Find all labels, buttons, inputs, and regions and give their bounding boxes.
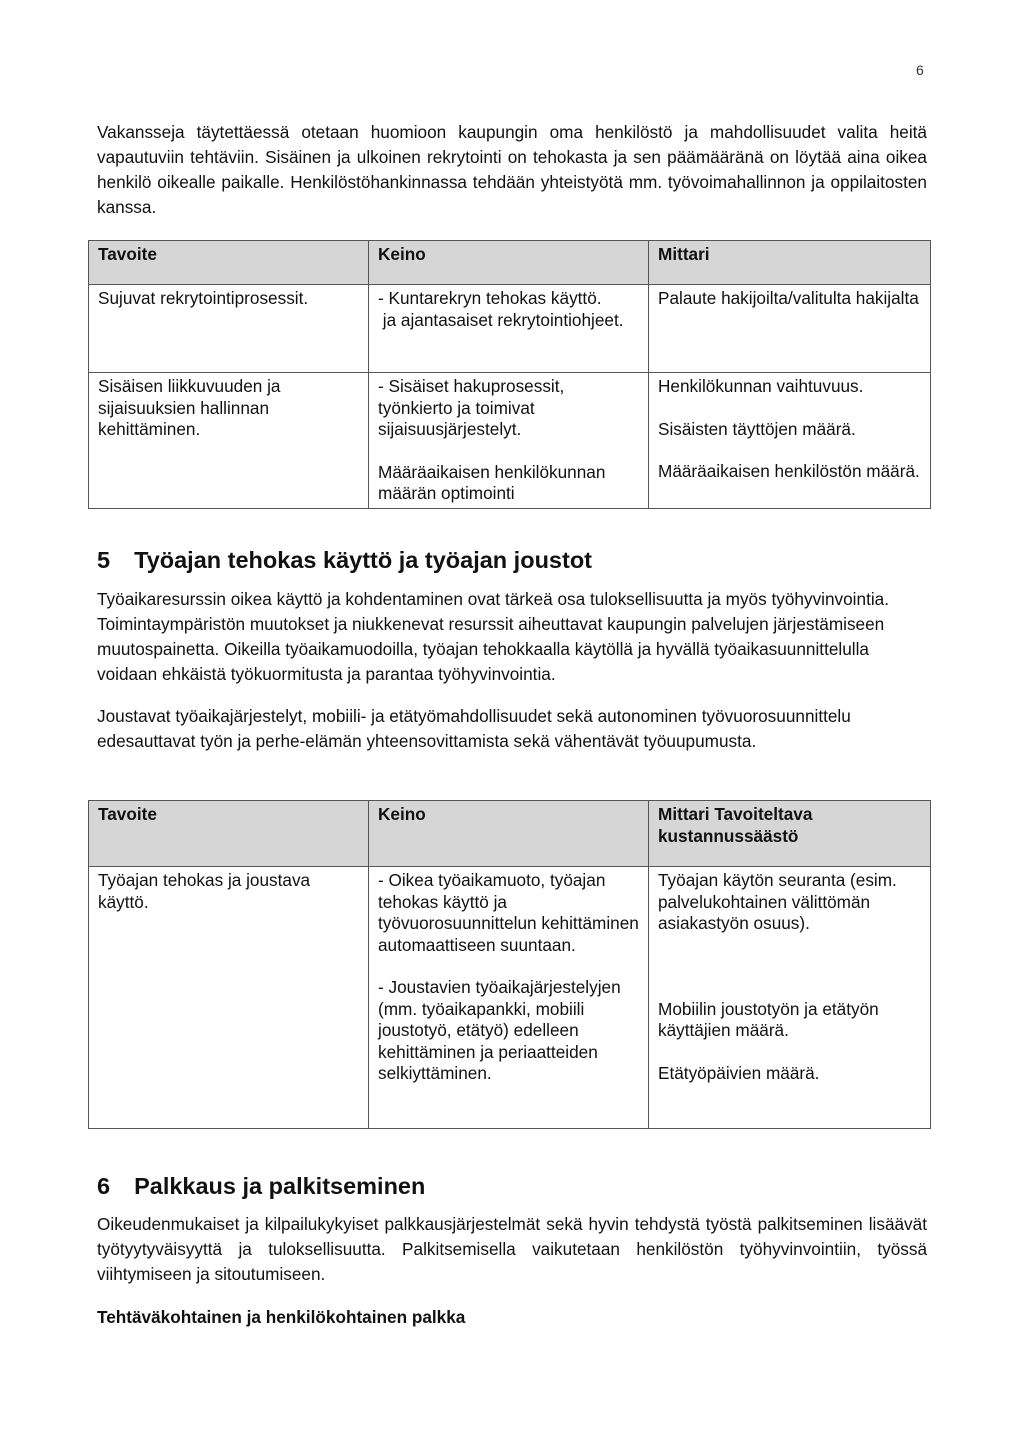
cell-keino: - Kuntarekryn tehokas käyttö. ja ajantasaiset rekrytointiohjeet. (369, 285, 649, 373)
header-tavoite: Tavoite (89, 801, 369, 867)
section-6-title: Palkkaus ja palkitseminen (134, 1173, 426, 1199)
section-5-paragraph-1: Työaikaresurssin oikea käyttö ja kohdentaminen ovat tärkeä osa tuloksellisuutta ja myös työhyvinvointia. Toimintaympäristön muutokset ja niukkenevat resurssit aiheuttavat kaupungin palvelujen järjestämiseen muutospainetta. Oikeilla työaikamuodoilla, työajan tehokkaalla käytöllä ja hyvällä työaikasuunnittelulla voidaan ehkäistä työkuormitusta ja parantaa työhyvinvointia. (97, 589, 889, 684)
table-header-row (89, 241, 931, 285)
header-tavoite: Tavoite (89, 241, 369, 285)
page-number: 6 (916, 62, 924, 78)
header-keino: Keino (369, 801, 649, 867)
cell-tavoite: Työajan tehokas ja joustava käyttö. (89, 867, 369, 1129)
section-6-subheading: Tehtäväkohtainen ja henkilökohtainen palkka (97, 1307, 466, 1327)
table-row (89, 867, 931, 1129)
cell-keino: - Sisäiset hakuprosessit, työnkierto ja toimivat sijaisuusjärjestelyt. Määräaikaisen henkilökunnan määrän optimointi (369, 373, 649, 509)
section-6-paragraph-1: Oikeudenmukaiset ja kilpailukykyiset palkkausjärjestelmät sekä hyvin tehdystä työstä palkitseminen lisäävät työtyytyväisyyttä ja tuloksellisuutta. Palkitsemisella vaikutetaan henkilöstön työhyvinvointiin, työssä viihtymiseen ja sitoutumiseen. (97, 1214, 927, 1284)
recruitment-goal-table (88, 240, 931, 509)
table-header-row (89, 801, 931, 867)
intro-paragraph: Vakansseja täytettäessä otetaan huomioon kaupungin oma henkilöstö ja mahdollisuudet valita heitä vapautuviin tehtäviin. Sisäinen ja ulkoinen rekrytointi on tehokasta ja sen päämääränä on löytää aina oikea henkilö oikealle paikalle. Henkilöstöhankinnassa tehdään yhteistyötä mm. työvoimahallinnon ja oppilaitosten kanssa. (97, 122, 927, 217)
header-mittari-kustannussaasto: Mittari Tavoiteltava kustannussäästö (649, 801, 931, 867)
section-5-paragraph-2: Joustavat työaikajärjestelyt, mobiili- ja etätyömahdollisuudet sekä autonominen työvuorosuunnittelu edesauttavat työn ja perhe-elämän yhteensovittamista sekä vähentävät työuupumusta. (97, 706, 851, 751)
header-mittari: Mittari (649, 241, 931, 285)
working-time-goal-table (88, 800, 931, 1129)
cell-mittari: Palaute hakijoilta/valitulta hakijalta (649, 285, 931, 373)
header-keino: Keino (369, 241, 649, 285)
cell-tavoite: Sisäisen liikkuvuuden ja sijaisuuksien hallinnan kehittäminen. (89, 373, 369, 509)
cell-mittari: Henkilökunnan vaihtuvuus. Sisäisten täyttöjen määrä. Määräaikaisen henkilöstön määrä. (649, 373, 931, 509)
cell-keino: - Oikea työaikamuoto, työajan tehokas käyttö ja työvuorosuunnittelun kehittäminen automaattiseen suuntaan. - Joustavien työaikajärjestelyjen (mm. työaikapankki, mobiili joustotyö, etätyö) edelleen kehittäminen ja periaatteiden selkiyttäminen. (369, 867, 649, 1129)
cell-tavoite: Sujuvat rekrytointiprosessit. (89, 285, 369, 373)
cell-mittari: Työajan käytön seuranta (esim. palvelukohtainen välittömän asiakastyön osuus). Mobiilin joustotyön ja etätyön käyttäjien määrä. Etätyöpäivien määrä. (649, 867, 931, 1129)
section-6-heading (97, 1172, 425, 1200)
section-5-title: Työajan tehokas käyttö ja työajan joustot (134, 547, 592, 573)
section-5-number: 5 (97, 547, 111, 573)
section-5-heading (97, 546, 592, 574)
section-6-number: 6 (97, 1173, 111, 1199)
table-row (89, 285, 931, 373)
table-row (89, 373, 931, 509)
